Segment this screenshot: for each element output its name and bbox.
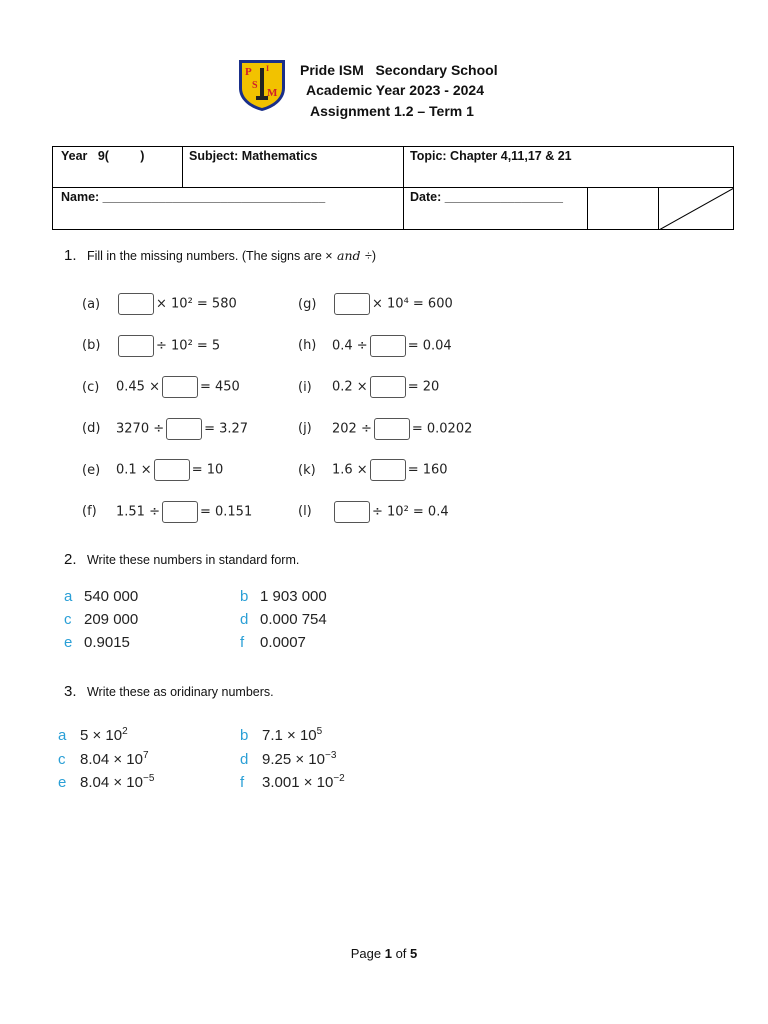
- year-field[interactable]: Year 9( ): [61, 149, 145, 163]
- ordinary-number-item: [240, 750, 336, 768]
- logo-letter-p: P: [245, 66, 252, 78]
- item-value: 1 903 000: [260, 588, 327, 605]
- answer-box[interactable]: [162, 501, 198, 523]
- item-letter: e: [64, 634, 73, 651]
- item-letter: c: [64, 611, 72, 628]
- item-mantissa: 5 × 10: [80, 727, 123, 744]
- exercise-label: (k): [298, 462, 316, 478]
- exercise-row: [82, 459, 223, 481]
- exercise-label: (h): [298, 338, 317, 353]
- item-value: 0.0007: [260, 634, 306, 651]
- question-2-heading: [64, 551, 299, 569]
- item-letter: a: [58, 727, 67, 744]
- logo-letter-s: S: [252, 80, 258, 91]
- exercise-expression-right: = 3.27: [204, 421, 249, 436]
- item-exponent: 7: [142, 749, 149, 761]
- footer-prefix: Page: [350, 946, 385, 961]
- item-exponent: −5: [142, 773, 155, 784]
- exercise-row: [298, 293, 453, 315]
- exercise-expression-left: 202 ÷: [332, 421, 372, 436]
- answer-box[interactable]: [370, 376, 406, 398]
- item-value: 540 000: [84, 588, 139, 605]
- standard-form-item: [240, 634, 306, 651]
- exercise-expression-right: = 160: [407, 462, 448, 478]
- exercise-expression-right: × 10⁴ = 600: [372, 296, 453, 312]
- exercise-expression-right: = 10: [191, 462, 224, 478]
- item-letter: a: [64, 588, 73, 605]
- item-exponent: −2: [333, 773, 345, 784]
- question-3-heading: [64, 683, 274, 701]
- item-letter: c: [58, 750, 66, 768]
- academic-year: Academic Year 2023 - 2024: [306, 82, 484, 98]
- subject-field: Subject: Mathematics: [189, 149, 318, 163]
- answer-box[interactable]: [370, 459, 406, 481]
- answer-box[interactable]: [374, 418, 410, 440]
- exercise-row: [82, 501, 252, 523]
- question-text: Write these numbers in standard form.: [86, 553, 300, 567]
- exercise-expression-left: 1.6 ×: [332, 462, 368, 478]
- footer-total-pages: 5: [410, 946, 418, 961]
- exercise-expression-left: 3270 ÷: [116, 421, 165, 436]
- ordinary-number-item: [58, 750, 149, 768]
- topic-field: Topic: Chapter 4,11,17 & 21: [410, 149, 572, 163]
- question-number: 2.: [64, 551, 77, 568]
- exercise-row: [298, 459, 448, 481]
- exercise-expression-left: 0.2 ×: [332, 379, 368, 395]
- diagonal-mark: [659, 188, 734, 230]
- logo-letter-m: M: [267, 87, 278, 99]
- question-text: Fill in the missing numbers. (The signs are ×: [86, 249, 333, 263]
- ordinary-number-item: [58, 726, 128, 744]
- exercise-label: (b): [82, 338, 101, 353]
- standard-form-item: [240, 611, 327, 628]
- exercise-row: [82, 376, 240, 398]
- exercise-expression-right: = 20: [407, 379, 440, 395]
- item-mantissa: 8.04 × 10: [80, 750, 143, 768]
- question-text: Write these as oridinary numbers.: [86, 685, 274, 699]
- item-letter: b: [240, 727, 249, 744]
- item-mantissa: 9.25 × 10: [262, 750, 325, 768]
- ordinary-number-item: [240, 726, 322, 744]
- question-number: 3.: [64, 683, 77, 700]
- answer-box[interactable]: [154, 459, 190, 481]
- exercise-label: (f): [82, 504, 97, 519]
- exercise-expression-right: = 0.151: [199, 504, 253, 519]
- ordinary-number-item: [58, 773, 154, 791]
- standard-form-item: [64, 611, 138, 628]
- item-letter: d: [240, 611, 249, 628]
- ordinary-number-item: [240, 773, 345, 791]
- exercise-row: [82, 293, 237, 315]
- item-letter: f: [240, 774, 245, 791]
- name-field[interactable]: Name: ________________________________: [61, 190, 326, 204]
- standard-form-item: [240, 588, 327, 605]
- standard-form-item: [64, 588, 138, 605]
- exercise-row: [82, 335, 220, 357]
- standard-form-item: [64, 634, 130, 651]
- item-mantissa: 8.04 × 10: [80, 774, 143, 791]
- item-exponent: 5: [316, 726, 323, 737]
- exercise-expression-left: 1.51 ÷: [116, 504, 160, 519]
- exercise-expression-right: ÷ 10² = 5: [156, 338, 221, 353]
- item-value: 0.9015: [84, 634, 130, 651]
- exercise-expression-left: 0.4 ÷: [332, 338, 368, 353]
- question-1-heading: [64, 247, 376, 265]
- answer-box[interactable]: [334, 293, 370, 315]
- school-logo: [236, 58, 288, 112]
- logo-letter-i: I: [266, 64, 270, 73]
- item-value: 0.000 754: [260, 611, 327, 628]
- school-name: Pride ISM Secondary School: [300, 62, 498, 78]
- assignment-title: Assignment 1.2 – Term 1: [310, 103, 474, 119]
- item-letter: f: [240, 634, 245, 651]
- item-exponent: −3: [324, 749, 337, 761]
- answer-box[interactable]: [334, 501, 370, 523]
- answer-box[interactable]: [162, 376, 198, 398]
- exercise-row: [298, 501, 449, 523]
- exercise-expression-left: 0.1 ×: [116, 462, 152, 478]
- footer-middle: of: [391, 946, 411, 961]
- exercise-label: (a): [82, 296, 101, 312]
- exercise-label: (g): [298, 296, 317, 312]
- exercise-expression-right: × 10² = 580: [156, 296, 237, 312]
- answer-box[interactable]: [370, 335, 406, 357]
- item-letter: d: [240, 750, 249, 768]
- exercise-label: (c): [82, 379, 100, 395]
- question-math-word: and: [337, 248, 361, 263]
- item-value: 209 000: [84, 611, 139, 628]
- exercise-row: [298, 418, 472, 440]
- exercise-expression-right: = 450: [199, 379, 240, 395]
- answer-box[interactable]: [118, 335, 154, 357]
- exercise-row: [82, 418, 248, 440]
- exercise-label: (i): [298, 379, 312, 395]
- item-mantissa: 7.1 × 10: [262, 727, 317, 744]
- exercise-expression-left: 0.45 ×: [116, 379, 160, 395]
- date-field[interactable]: Date: _________________: [410, 190, 563, 204]
- question-text-end: ÷): [364, 249, 377, 263]
- item-letter: b: [240, 588, 249, 605]
- footer-current-page: 1: [384, 946, 392, 961]
- answer-box[interactable]: [118, 293, 154, 315]
- exercise-row: [298, 376, 439, 398]
- item-letter: e: [58, 774, 67, 791]
- item-mantissa: 3.001 × 10: [262, 774, 334, 791]
- exercise-label: (l): [298, 504, 312, 519]
- exercise-label: (d): [82, 421, 101, 436]
- info-table: [52, 146, 734, 230]
- exercise-label: (j): [298, 421, 312, 436]
- exercise-label: (e): [82, 462, 101, 478]
- item-exponent: 2: [122, 726, 128, 737]
- exercise-expression-right: ÷ 10² = 0.4: [372, 504, 449, 519]
- exercise-expression-right: = 0.0202: [411, 421, 473, 436]
- answer-box[interactable]: [166, 418, 202, 440]
- question-number: 1.: [64, 247, 77, 264]
- exercise-expression-right: = 0.04: [407, 338, 452, 353]
- page-footer: [0, 946, 768, 961]
- exercise-row: [298, 335, 452, 357]
